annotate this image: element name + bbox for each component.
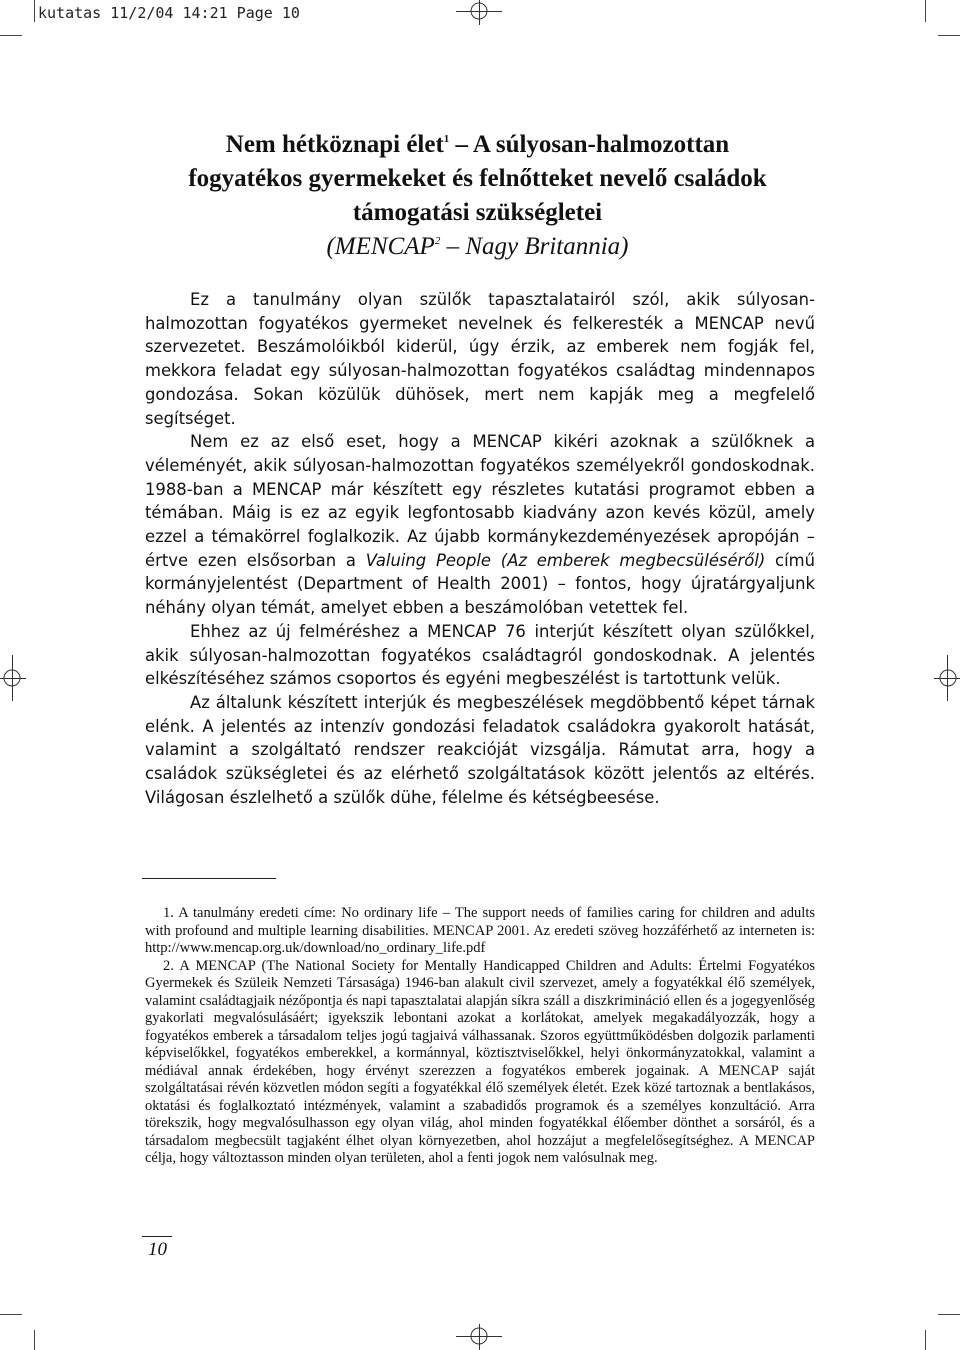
- title-line-2: fogyatékos gyermekeket és felnőtteket nevelő családok: [188, 165, 767, 192]
- article-body: [145, 288, 815, 809]
- title-line-3: támogatási szükségletei: [352, 199, 603, 226]
- registration-mark-icon: [456, 0, 502, 26]
- paragraph: [145, 430, 815, 620]
- subtitle-text: – Nagy Britannia): [440, 233, 629, 260]
- title-text: – A súlyosan-halmozottan: [449, 131, 730, 158]
- print-slug: kutatas 11/2/04 14:21 Page 10: [38, 4, 300, 22]
- registration-mark-icon: [0, 655, 28, 701]
- article-subtitle: [140, 230, 815, 264]
- title-text: Nem hétköznapi élet: [225, 131, 444, 158]
- paragraph: Az általunk készített interjúk és megbeszélések megdöbbentő képet tárnak elénk. A jelentés az intenzív gondozási feladatok családokra gyakorolt hatását, valamint a szolgáltató rendszer reakcióját vizsgálja. Rámutat arra, hogy a családok szükségletei és az elérhető szolgáltatások között jelentős az eltérés. Világosan észlelhető a szülők dühe, félelme és kétségbeesése.: [145, 692, 815, 807]
- paragraph: Ehhez az új felméréshez a MENCAP 76 interjút készített olyan szülőkkel, akik súlyosan-halmozottan fogyatékos családtagról gondoskodnak. A jelentés elkészítéséhez számos csoportos és egyéni megbeszélést is tartottunk velük.: [145, 621, 815, 689]
- paragraph: Ez a tanulmány olyan szülők tapasztalatairól szól, akik súlyosan-halmozottan fogyatékos gyermeket nevelnek és felkeresték a MENCAP nevű szervezetet. Beszámolóikból kiderül, úgy érzik, az emberek nem fogják fel, mekkora feladat egy súlyosan-halmozottan fogyatékos családtag mindennapos gondozása. Sokan közülük dühösek, mert nem kapják meg a megfelelő segítséget.: [145, 290, 815, 428]
- paragraph-text: című kormányjelentést (Department of Health 2001) – fontos, hogy újratárgyaljunk néhány olyan témát, amelyet ebben a beszámolóban vetettek fel.: [145, 550, 815, 618]
- footnotes: [145, 905, 815, 1168]
- report-title: Valuing People (Az emberek megbecsüléséről): [365, 550, 766, 570]
- registration-mark-icon: [456, 1322, 502, 1350]
- crop-mark-icon: [920, 0, 960, 70]
- footnote-ref-2: 2: [434, 235, 441, 247]
- paragraph-text: Nem ez az első eset, hogy a MENCAP kikéri azoknak a szülőknek a véleményét, akik súlyosan-halmozottan fogyatékos személyekről gondoskodnak. 1988-ban a MENCAP már készített egy részletes kutatási programot ebben a témában. Máig is ez az egyik legfontosabb kiadvány azon kevés közül, amely ezzel a témakörrel foglalkozik. Az újabb kormánykezdeményezések apropóján – értve ezen elsősorban a: [145, 432, 815, 570]
- footnote-2: 2. A MENCAP (The National Society for Mentally Handicapped Children and Adults: Értelmi Fogyatékos Gyermekek és Szüleik Nemzeti Társasága) 1946-ban alakult civil szervezet, amely a fogyatékkal élő személyek, valamint családtagjaik nézőpontja és napi tapasztalatai alapján síkra száll a diszkrimináció ellen és a jogegyenlőség gyakorlati megvalósulásáért; igyekszik lebontani azokat a korlátokat, amelyek megakadályozzák, hogy a fogyatékos emberek a társadalom teljes jogú tagjaivá válhassanak. Szoros együttműködésben dolgozik parlamenti képviselőkkel, fogyatékos emberekkel, a kormánnyal, köztisztviselőkkel, helyi önkormányzatokkal, valamint a médiával annak érdekében, hogy érvényt szerezzen a fogyatékos emberek jogainak. A MENCAP saját szolgáltatásai révén közvetlen módon segíti a fogyatékkal élő személyek életét. Ezek közé tartoznak a bentlakásos, oktatási és foglalkoztató intézmények, valamint a szabadidős programok és a személyes konzultáció. Arra törekszik, hogy megvalósulhasson egy olyan világ, ahol minden fogyatékkal élőember dönthet a sorsáról, és a társadalom megbecsült tagjaként élhet olyan környezetben, ahol hozzájut a megfelelősegítséghez. A MENCAP célja, hogy változtasson minden olyan területen, ahol a fenti jogok nem valósulnak meg.: [145, 957, 815, 1166]
- crop-mark-icon: [0, 0, 40, 70]
- registration-mark-icon: [932, 655, 960, 701]
- crop-mark-icon: [0, 1300, 40, 1350]
- page-number-rule: [142, 1236, 172, 1237]
- footnote-ref-1: 1: [443, 133, 450, 145]
- subtitle-text: (MENCAP: [326, 233, 435, 260]
- footnote-1: 1. A tanulmány eredeti címe: No ordinary life – The support needs of families caring for children and adults with profound and multiple learning disabilities. MENCAP 2001. Az eredeti szöveg hozzáférhető az interneten is: http://www.mencap.org.uk/download/no_ordinary_life.pdf: [145, 905, 815, 956]
- article-title: [140, 128, 815, 264]
- footnote-separator: [142, 878, 276, 879]
- title-line-1: [140, 128, 815, 162]
- page-number: 10: [148, 1239, 167, 1260]
- crop-mark-icon: [920, 1300, 960, 1350]
